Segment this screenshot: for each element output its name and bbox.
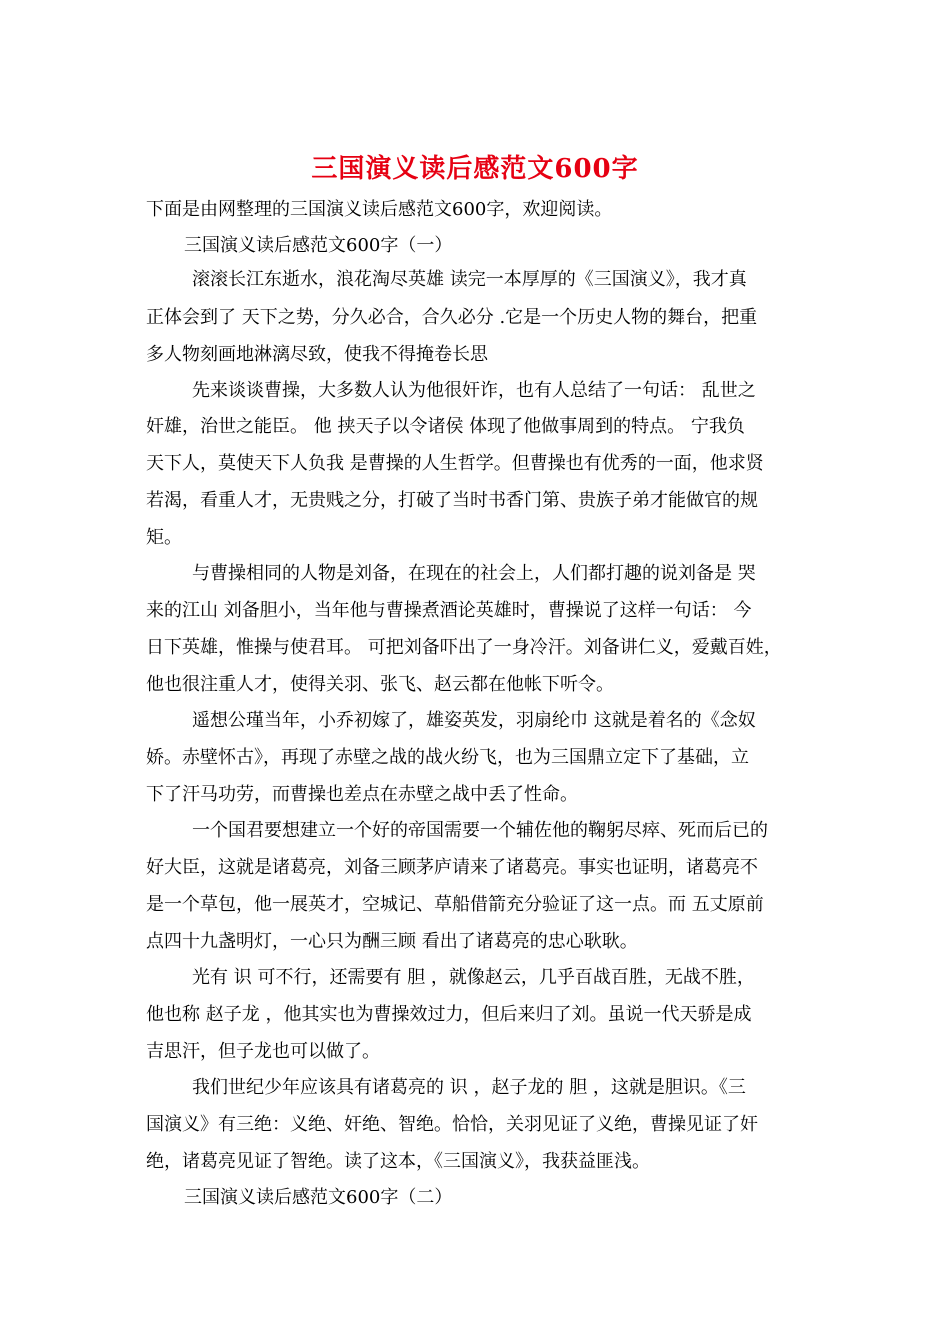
document-title: 三国演义读后感范文600字 [311,154,639,184]
paragraph-line: 点四十九盏明灯，一心只为酬三顾 看出了诸葛亮的忠心耿耿。 [146,931,638,952]
section-heading-1: 三国演义读后感范文600字（一） [184,235,453,256]
intro-line: 下面是由网整理的三国演义读后感范文600字，欢迎阅读。 [146,199,613,220]
paragraph-line: 一个国君要想建立一个好的帝国需要一个辅佐他的鞠躬尽瘁、死而后已的 [192,820,768,841]
paragraph-line: 吉思汗，但子龙也可以做了。 [146,1041,380,1062]
paragraph-line: 日下英雄，惟操与使君耳。 可把刘备吓出了一身冷汗。刘备讲仁义，爱戴百姓， [146,637,782,658]
paragraph-line: 与曹操相同的人物是刘备，在现在的社会上，人们都打趣的说刘备是 哭 [192,563,756,584]
paragraph-line: 滚滚长江东逝水，浪花淘尽英雄 读完一本厚厚的《三国演义》，我才真 [192,269,747,290]
paragraph-line: 矩。 [146,527,182,548]
paragraph-line: 他也很注重人才，使得关羽、张飞、赵云都在他帐下听令。 [146,674,614,695]
paragraph-line: 是一个草包，他一展英才，空城记、草船借箭充分验证了这一点。而 五丈原前 [146,894,764,915]
paragraph-line: 下了汗马功劳，而曹操也差点在赤壁之战中丢了性命。 [146,784,578,805]
paragraph-line: 娇。赤壁怀古》，再现了赤壁之战的战火纷飞，也为三国鼎立定下了基础，立 [146,747,749,768]
paragraph-line: 他也称 赵子龙 ，他其实也为曹操效过力，但后来归了刘。虽说一代天骄是成 [146,1004,752,1025]
paragraph-line: 先来谈谈曹操，大多数人认为他很奸诈，也有人总结了一句话： 乱世之 [192,380,756,401]
paragraph-line: 绝，诸葛亮见证了智绝。读了这本，《三国演义》，我获益匪浅。 [146,1151,650,1172]
paragraph-line: 来的江山 刘备胆小，当年他与曹操煮酒论英雄时，曹操说了这样一句话： 今 [146,600,752,621]
paragraph-line: 正体会到了 天下之势，分久必合，合久必分 .它是一个历史人物的舞台，把重 [146,307,758,328]
paragraph-line: 光有 识 可不行，还需要有 胆 ，就像赵云，几乎百战百胜，无战不胜， [192,967,755,988]
paragraph-line: 国演义》有三绝：义绝、奸绝、智绝。恰恰，关羽见证了义绝，曹操见证了奸 [146,1114,758,1135]
paragraph-line: 天下人，莫使天下人负我 是曹操的人生哲学。但曹操也有优秀的一面，他求贤 [146,453,764,474]
paragraph-line: 遥想公瑾当年，小乔初嫁了，雄姿英发，羽扇纶巾 这就是着名的《念奴 [192,710,756,731]
section-heading-2: 三国演义读后感范文600字（二） [184,1187,453,1208]
paragraph-line: 奸雄，治世之能臣。 他 挟天子以令诸侯 体现了他做事周到的特点。 宁我负 [146,416,745,437]
paragraph-line: 我们世纪少年应该具有诸葛亮的 识 ，赵子龙的 胆 ，这就是胆识。《三 [192,1077,746,1098]
paragraph-line: 多人物刻画地淋漓尽致，使我不得掩卷长思 [146,344,488,365]
paragraph-line: 好大臣，这就是诸葛亮，刘备三顾茅庐请来了诸葛亮。事实也证明，诸葛亮不 [146,857,758,878]
paragraph-line: 若渴，看重人才，无贵贱之分，打破了当时书香门第、贵族子弟才能做官的规 [146,490,758,511]
